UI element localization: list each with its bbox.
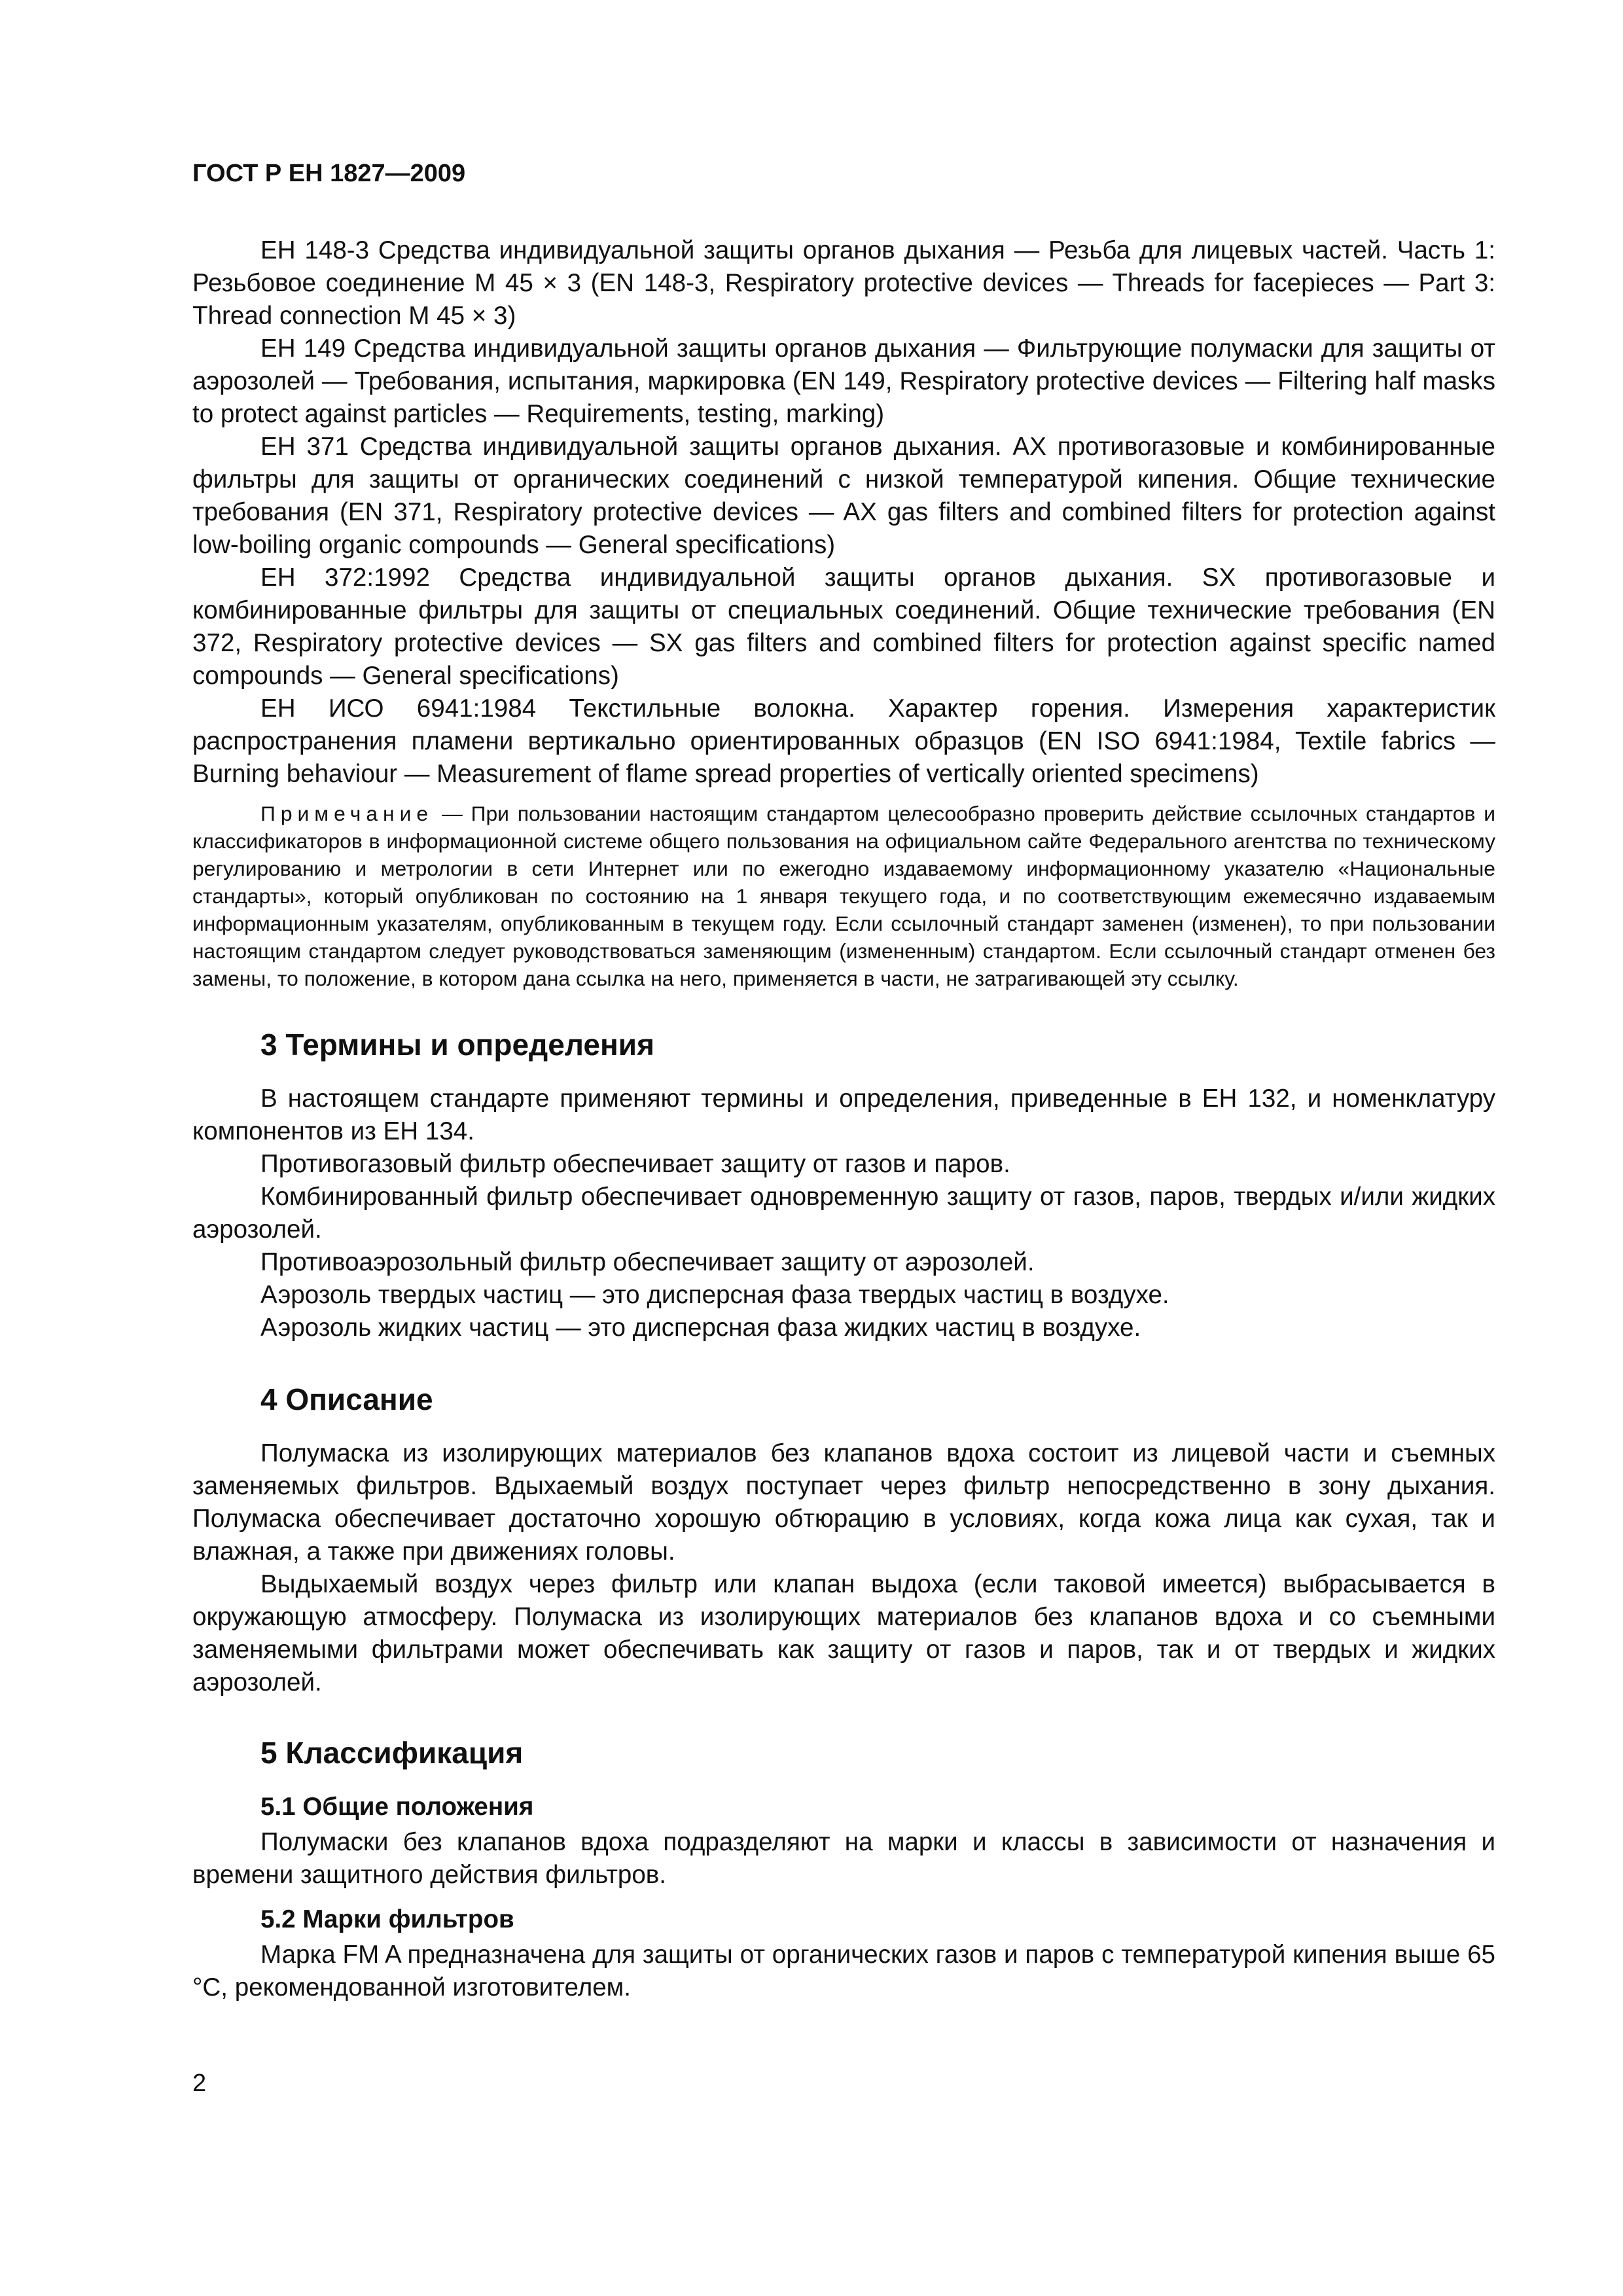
normative-references bbox=[192, 234, 1495, 791]
reference-en-372: ЕН 372:1992 Средства индивидуальной защиты органов дыхания. SX противогазовые и комбинированные фильтры для защиты от специальных соединений. Общие технические требования (EN 372, Respiratory protective devices — SX gas filters and combined filters for protection against specific named compounds — General specifications) bbox=[192, 564, 1495, 690]
subsection-general-text: Полумаски без клапанов вдоха подразделяют на марки и классы в зависимости от назначения и времени защитного действия фильтров. bbox=[192, 1828, 1495, 1889]
description-paragraph: Полумаска из изолирующих материалов без клапанов вдоха состоит из лицевой части и съемных заменяемых фильтров. Вдыхаемый воздух поступает через фильтр непосредственно в зону дыхания. Полумаска обеспечивает достаточно хорошую обтюрацию в условиях, когда кожа лица как сухая, так и влажная, а также при движениях головы. bbox=[192, 1439, 1495, 1566]
note-label: Примечание bbox=[260, 802, 434, 825]
section-description-heading: 4 Описание bbox=[260, 1382, 433, 1416]
reference-en-371: ЕН 371 Средства индивидуальной защиты органов дыхания. АХ противогазовые и комбинированные фильтры для защиты от органических соединений с низкой температурой кипения. Общие технические требования (EN 371, Respiratory protective devices — AX gas filters and combined filters for protection against low-boiling organic compounds — General specifications) bbox=[192, 433, 1495, 559]
terms-paragraph: Противоаэрозольный фильтр обеспечивает защиту от аэрозолей. bbox=[260, 1248, 1035, 1276]
section-terms-heading: 3 Термины и определения bbox=[260, 1028, 654, 1062]
reference-en-149: ЕН 149 Средства индивидуальной защиты органов дыхания — Фильтрующие полумаски для защиты от аэрозолей — Требования, испытания, маркировка (EN 149, Respiratory protective devices — Filtering half masks to protect against particles — Requirements, testing, marking) bbox=[192, 334, 1495, 428]
reference-en-148-3: ЕН 148-3 Средства индивидуальной защиты органов дыхания — Резьба для лицевых частей. Часть 1: Резьбовое соединение M 45 × 3 (EN 148-3, Respiratory protective devices — Threads for facepieces — Part 3: Thread connection M 45 × 3) bbox=[192, 236, 1495, 330]
section-classification-heading: 5 Классификация bbox=[260, 1736, 524, 1770]
standard-header: ГОСТ Р ЕН 1827—2009 bbox=[192, 160, 466, 187]
subsection-general-heading: 5.1 Общие положения bbox=[260, 1793, 534, 1821]
reference-note bbox=[192, 800, 1495, 992]
section-description bbox=[192, 1380, 1495, 1699]
note-text: — При пользовании настоящим стандартом целесообразно проверить действие ссылочных стандартов и классификаторов в информационной системе общего пользования на официальном сайте Федерального агентства по техническому регулированию и метрологии в сети Интернет или по ежегодно издаваемому информационному указателю «Национальные стандарты», который опубликован по состоянию на 1 января текущего года, и по соответствующим ежемесячно издаваемым информационным указателям, опубликованным в текущем году. Если ссылочный стандарт заменен (изменен), то при пользовании настоящим стандартом следует руководствоваться заменяющим (измененным) стандартом. Если ссылочный стандарт отменен без замены, то положение, в котором дана ссылка на него, применяется в части, не затрагивающей эту ссылку. bbox=[192, 802, 1495, 990]
terms-paragraph: Аэрозоль жидких частиц — это дисперсная фаза жидких частиц в воздухе. bbox=[260, 1314, 1141, 1342]
reference-en-iso-6941: ЕН ИСО 6941:1984 Текстильные волокна. Характер горения. Измерения характеристик распространения пламени вертикально ориентированных образцов (EN ISO 6941:1984, Textile fabrics — Burning behaviour — Measurement of flame spread properties of vertically oriented specimens) bbox=[192, 694, 1495, 788]
section-classification bbox=[192, 1733, 1495, 2004]
section-terms bbox=[192, 1025, 1495, 1344]
subsection-filter-marks-heading: 5.2 Марки фильтров bbox=[260, 1905, 514, 1933]
terms-paragraph: В настоящем стандарте применяют термины и определения, приведенные в ЕН 132, и номенклатуру компонентов из ЕН 134. bbox=[192, 1085, 1495, 1145]
terms-paragraph: Комбинированный фильтр обеспечивает одновременную защиту от газов, паров, твердых и/или жидких аэрозолей. bbox=[192, 1183, 1495, 1244]
description-paragraph: Выдыхаемый воздух через фильтр или клапан выдоха (если таковой имеется) выбрасывается в окружающую атмосферу. Полумаска из изолирующих материалов без клапанов вдоха и со съемными заменяемыми фильтрами может обеспечивать как защиту от газов и паров, так и от твердых и жидких аэрозолей. bbox=[192, 1570, 1495, 1696]
page-number: 2 bbox=[192, 2070, 207, 2097]
terms-paragraph: Аэрозоль твердых частиц — это дисперсная фаза твердых частиц в воздухе. bbox=[260, 1281, 1169, 1309]
subsection-filter-marks-text: Марка FM A предназначена для защиты от органических газов и паров с температурой кипения выше 65 °С, рекомендованной изготовителем. bbox=[192, 1941, 1495, 2001]
terms-paragraph: Противогазовый фильтр обеспечивает защиту от газов и паров. bbox=[260, 1150, 1010, 1178]
